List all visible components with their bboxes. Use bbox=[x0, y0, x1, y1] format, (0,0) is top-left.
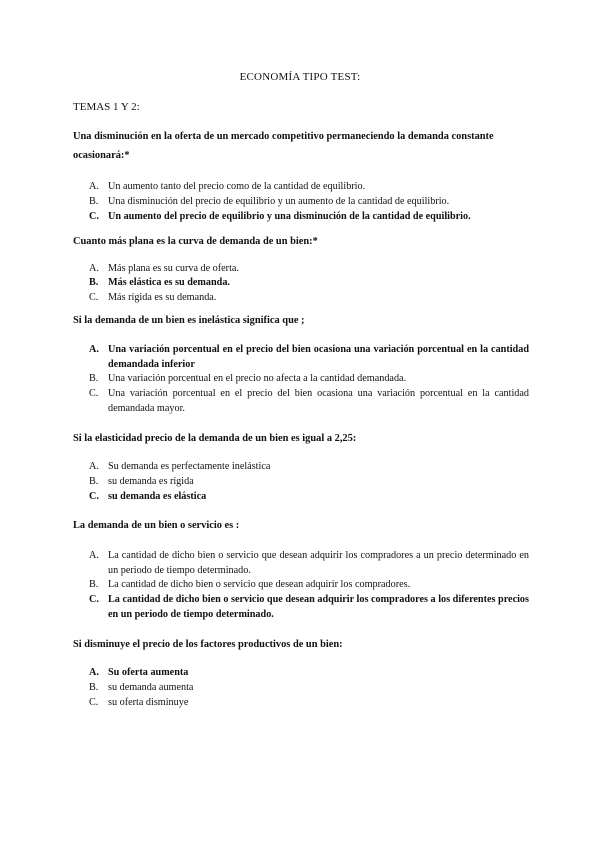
question-3-option-a-correct bbox=[89, 342, 529, 372]
question-2-option-a bbox=[89, 261, 529, 276]
option-letter: A. bbox=[89, 344, 99, 355]
option-letter: B. bbox=[89, 682, 99, 693]
option-letter: B. bbox=[89, 373, 99, 384]
question-5-option-c-correct bbox=[89, 592, 529, 622]
option-text: su demanda es rígida bbox=[108, 476, 194, 487]
option-letter: B. bbox=[89, 579, 99, 590]
question-6-option-c bbox=[89, 695, 529, 710]
option-text: Una variación porcentual en el precio del bien ocasiona una variación porcentual en la cantidad demandada mayor. bbox=[108, 388, 529, 414]
option-letter: B. bbox=[89, 277, 99, 288]
option-letter: A. bbox=[89, 263, 99, 274]
option-letter: C. bbox=[89, 697, 99, 708]
option-text: Una disminución del precio de equilibrio y un aumento de la cantidad de equilibrio. bbox=[108, 196, 450, 207]
option-letter: A. bbox=[89, 461, 99, 472]
option-text: Una variación porcentual en el precio del bien ocasiona una variación porcentual en la cantidad demandada inferior bbox=[108, 344, 529, 370]
question-1-option-a bbox=[89, 179, 529, 194]
question-4-option-b bbox=[89, 474, 529, 489]
option-letter: C. bbox=[89, 211, 99, 222]
option-text: Un aumento del precio de equilibrio y una disminución de la cantidad de equilibrio. bbox=[108, 211, 471, 222]
question-5: La demanda de un bien o servicio es : bbox=[73, 520, 240, 531]
option-text: Más rígida es su demanda. bbox=[108, 292, 217, 303]
option-text: La cantidad de dicho bien o servicio que desean adquirir los compradores. bbox=[108, 579, 411, 590]
option-text: su demanda aumenta bbox=[108, 682, 194, 693]
question-3-option-b bbox=[89, 371, 529, 386]
document-title: ECONOMÍA TIPO TEST: bbox=[239, 71, 361, 83]
option-letter: A. bbox=[89, 550, 99, 561]
option-text: Una variación porcentual en el precio no afecta a la cantidad demandada. bbox=[108, 373, 407, 384]
question-5-option-b bbox=[89, 577, 529, 592]
option-letter: A. bbox=[89, 667, 99, 678]
question-2: Cuanto más plana es la curva de demanda de un bien:* bbox=[73, 236, 318, 247]
option-text: La cantidad de dicho bien o servicio que desean adquirir los compradores a un precio determinado en un periodo de tiempo determinado. bbox=[108, 550, 529, 576]
option-text: Más plana es su curva de oferta. bbox=[108, 263, 239, 274]
option-letter: C. bbox=[89, 594, 99, 605]
option-letter: B. bbox=[89, 476, 99, 487]
option-text: Un aumento tanto del precio como de la cantidad de equilibrio. bbox=[108, 181, 366, 192]
option-text: Su demanda es perfectamente inelástica bbox=[108, 461, 271, 472]
question-4-option-a bbox=[89, 459, 529, 474]
question-5-option-a bbox=[89, 548, 529, 578]
option-letter: C. bbox=[89, 292, 99, 303]
option-text: su demanda es elástica bbox=[108, 491, 207, 502]
question-2-option-b-correct bbox=[89, 275, 529, 290]
option-text: Más elástica es su demanda. bbox=[108, 277, 230, 288]
question-1-option-c-correct bbox=[89, 209, 529, 224]
option-text: su oferta disminuye bbox=[108, 697, 189, 708]
question-4: Si la elasticidad precio de la demanda de un bien es igual a 2,25: bbox=[73, 433, 357, 444]
section-label: TEMAS 1 Y 2: bbox=[73, 101, 140, 113]
question-6-option-a-correct bbox=[89, 665, 529, 680]
question-6-option-b bbox=[89, 680, 529, 695]
option-text: La cantidad de dicho bien o servicio que desean adquirir los compradores a los diferentes precios en un periodo de tiempo determinado. bbox=[108, 594, 529, 620]
option-letter: C. bbox=[89, 491, 99, 502]
question-1-option-b bbox=[89, 194, 529, 209]
question-3: Si la demanda de un bien es inelástica significa que ; bbox=[73, 315, 305, 326]
question-2-option-c bbox=[89, 290, 529, 305]
question-3-option-c bbox=[89, 386, 529, 416]
option-letter: C. bbox=[89, 388, 99, 399]
question-6: Si disminuye el precio de los factores productivos de un bien: bbox=[73, 639, 343, 650]
option-letter: A. bbox=[89, 181, 99, 192]
option-text: Su oferta aumenta bbox=[108, 667, 189, 678]
question-1: Una disminución en la oferta de un mercado competitivo permaneciendo la demanda constante ocasionará:* bbox=[73, 131, 494, 161]
question-4-option-c-correct bbox=[89, 489, 529, 504]
option-letter: B. bbox=[89, 196, 99, 207]
